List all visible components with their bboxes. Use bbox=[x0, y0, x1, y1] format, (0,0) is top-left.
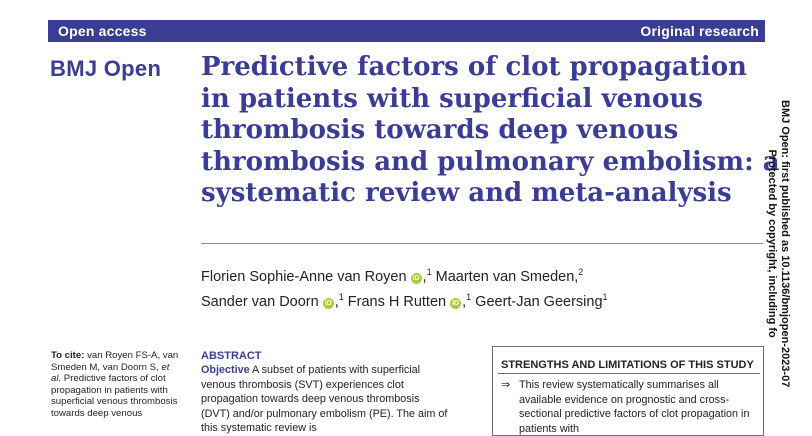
affiliation-mark: 1 bbox=[338, 291, 344, 302]
affiliation-mark: 2 bbox=[578, 267, 584, 277]
affiliation-mark: 1 bbox=[426, 267, 432, 277]
abstract-body bbox=[201, 363, 449, 436]
article-type-label: Original research bbox=[640, 23, 759, 39]
arrow-icon: ⇒ bbox=[501, 379, 511, 391]
objective-label: Objective bbox=[201, 364, 250, 376]
section-header-bar bbox=[48, 20, 765, 42]
side-note-line-2: Protected by copyright, including fo bbox=[766, 149, 778, 338]
abstract-heading: ABSTRACT bbox=[201, 350, 262, 362]
citation-block bbox=[51, 350, 181, 420]
side-note-line-1: BMJ Open: first published as 10.1136/bmjopen-2023-07 bbox=[779, 100, 791, 388]
author-list: Florien Sophie-Anne van Royen iD ,$^1$ Maarten van Smeden,$^2$ Sander van Doorn iD ,$^1$ Frans H Rutten iD ,$^1$ Geert-Jan Geersing$^1$ bbox=[201, 267, 608, 310]
orcid-icon[interactable]: iD bbox=[324, 299, 332, 307]
cite-text-continued: Predictive factors of clot propagation in patients with superficial venous thrombosis towards deep venous bbox=[51, 373, 178, 419]
side-publication-note bbox=[765, 100, 791, 387]
cite-text: van Royen FS-A, van Smeden M, van Doorn S, bbox=[51, 350, 179, 373]
article-title: Predictive factors of clot propagation in patients with superficial venous thrombosis towards deep venous thrombosis and pulmonary embolism: a systematic review and meta-analysis bbox=[201, 52, 780, 208]
title-divider bbox=[201, 243, 763, 244]
author-name: Maarten van Smeden bbox=[435, 268, 575, 285]
strengths-item bbox=[501, 378, 759, 436]
affiliation-mark: 1 bbox=[602, 291, 608, 302]
journal-name: BMJ Open bbox=[50, 56, 162, 81]
author-name: Geert-Jan Geersing bbox=[475, 293, 603, 310]
orcid-icon[interactable]: iD bbox=[412, 274, 420, 282]
open-access-label: Open access bbox=[58, 23, 147, 39]
author-name: Frans H Rutten bbox=[347, 293, 447, 310]
cite-etal: et al. bbox=[51, 361, 170, 385]
strengths-divider bbox=[498, 373, 760, 374]
orcid-icon[interactable]: iD bbox=[452, 299, 460, 307]
cite-label: To cite: bbox=[51, 350, 85, 361]
author-name: Florien Sophie-Anne van Royen bbox=[201, 268, 407, 285]
objective-text: A subset of patients with superficial venous thrombosis (SVT) experiences clot propagation towards deep venous thrombosis (DVT) and/or pulmonary embolism (PE). The aim of this systematic review is bbox=[201, 364, 448, 435]
strengths-item-text: This review systematically summarises all available evidence on prognostic and cross-sectional predictive factors of clot propagation in patients with bbox=[519, 379, 750, 435]
affiliation-mark: 1 bbox=[466, 291, 472, 302]
strengths-heading: STRENGTHS AND LIMITATIONS OF THIS STUDY bbox=[501, 359, 754, 371]
author-name: Sander van Doorn bbox=[201, 293, 319, 310]
